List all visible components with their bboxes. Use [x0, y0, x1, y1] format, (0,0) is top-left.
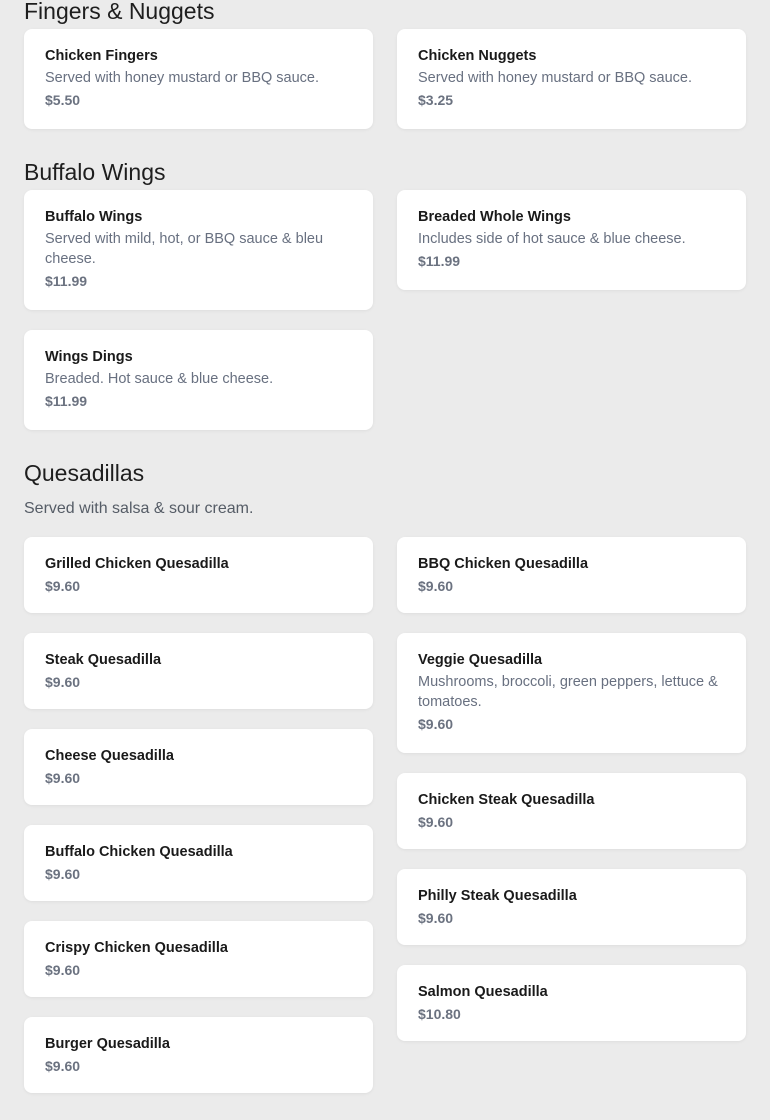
menu-item-card[interactable]	[397, 869, 746, 945]
menu-item-card[interactable]	[24, 190, 373, 310]
item-name: Chicken Fingers	[45, 48, 158, 64]
menu-item-card[interactable]	[24, 729, 373, 805]
item-description: Served with honey mustard or BBQ sauce.	[418, 70, 693, 86]
item-description: Served with honey mustard or BBQ sauce.	[45, 70, 320, 86]
menu-item-card[interactable]	[397, 773, 746, 849]
item-price: $5.50	[45, 92, 81, 108]
item-price: $11.99	[45, 393, 88, 409]
item-price: $9.60	[45, 674, 81, 690]
item-price: $10.80	[418, 1006, 461, 1022]
item-name: Chicken Steak Quesadilla	[418, 792, 595, 808]
menu-item-card[interactable]	[24, 633, 373, 709]
section-title-buffalo-wings: Buffalo Wings	[24, 159, 166, 185]
menu-item-card[interactable]	[24, 921, 373, 997]
item-name: Philly Steak Quesadilla	[418, 888, 577, 904]
item-price: $9.60	[45, 1058, 81, 1074]
item-price: $11.99	[418, 253, 461, 269]
section-title-fingers-nuggets: Fingers & Nuggets	[24, 0, 215, 24]
item-name: Burger Quesadilla	[45, 1036, 170, 1052]
menu-item-card[interactable]	[24, 29, 373, 129]
item-name: Wings Dings	[45, 349, 133, 365]
menu-item-card[interactable]	[397, 29, 746, 129]
item-name: Breaded Whole Wings	[418, 209, 571, 225]
item-price: $9.60	[45, 578, 81, 594]
menu-item-card[interactable]	[397, 633, 746, 753]
menu-item-card[interactable]	[397, 190, 746, 290]
section-description: Served with salsa & sour cream.	[24, 500, 254, 517]
item-name: Crispy Chicken Quesadilla	[45, 940, 228, 956]
item-name: Salmon Quesadilla	[418, 984, 548, 1000]
menu-item-card[interactable]	[24, 1017, 373, 1093]
menu-item-card[interactable]	[24, 330, 373, 430]
item-price: $9.60	[418, 716, 454, 732]
item-price: $9.60	[45, 962, 81, 978]
menu-item-card[interactable]	[24, 825, 373, 901]
item-name: Buffalo Chicken Quesadilla	[45, 844, 233, 860]
item-price: $9.60	[418, 910, 454, 926]
item-description: Mushrooms, broccoli, green peppers, lettuce & tomatoes.	[418, 674, 718, 710]
item-name: Buffalo Wings	[45, 209, 143, 225]
item-price: $9.60	[45, 770, 81, 786]
section-title-quesadillas: Quesadillas	[24, 460, 145, 486]
item-description: Breaded. Hot sauce & blue cheese.	[45, 371, 274, 387]
item-description: Includes side of hot sauce & blue cheese.	[418, 231, 686, 247]
item-name: Steak Quesadilla	[45, 652, 162, 668]
item-price: $9.60	[418, 814, 454, 830]
item-name: Veggie Quesadilla	[418, 652, 543, 668]
item-name: Cheese Quesadilla	[45, 748, 174, 764]
menu-item-card[interactable]	[24, 537, 373, 613]
menu-item-card[interactable]	[397, 965, 746, 1041]
item-price: $9.60	[45, 866, 81, 882]
item-price: $3.25	[418, 92, 454, 108]
item-name: Chicken Nuggets	[418, 48, 537, 64]
item-description: Served with mild, hot, or BBQ sauce & bleu cheese.	[45, 231, 324, 267]
menu-item-card[interactable]	[397, 537, 746, 613]
item-name: BBQ Chicken Quesadilla	[418, 556, 589, 572]
item-price: $11.99	[45, 273, 88, 289]
item-price: $9.60	[418, 578, 454, 594]
item-name: Grilled Chicken Quesadilla	[45, 556, 229, 572]
